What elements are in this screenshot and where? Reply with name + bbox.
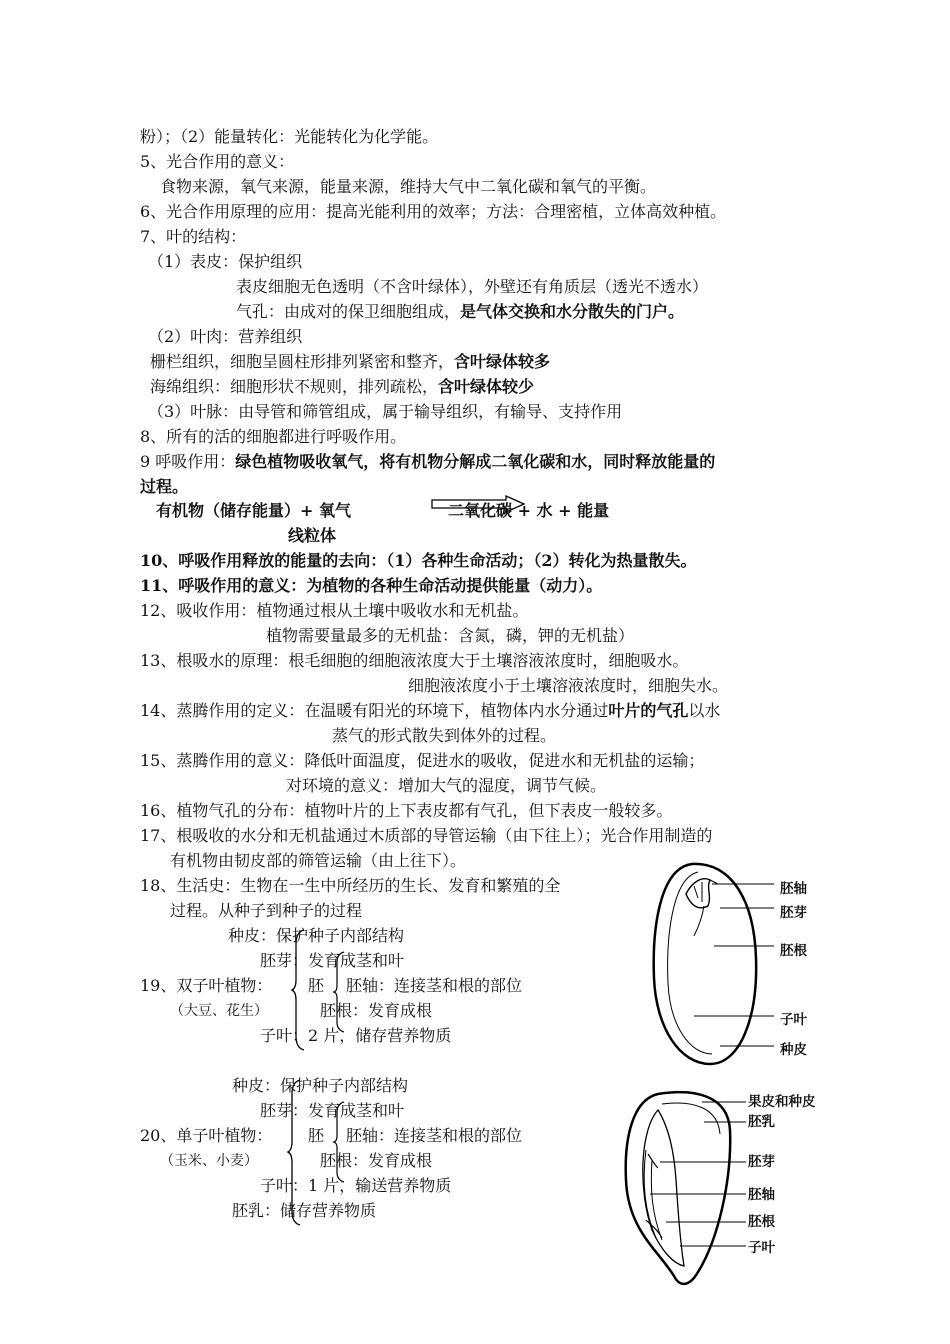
text-line: 食物来源，氧气来源，能量来源，维持大气中二氧化碳和氧气的平衡。 <box>160 177 657 196</box>
bean-label: 胚根 <box>780 943 807 959</box>
text-line: 植物需要量最多的无机盐：含氮，磷，钾的无机盐） <box>266 626 635 645</box>
monocot-brace-outer <box>288 1080 302 1225</box>
heading-15: 15、蒸腾作用的意义：降低叶面温度，促进水的吸收，促进水和无机盐的运输； <box>140 751 705 770</box>
equation-right: 二氧化碳 + 水 + 能量 <box>448 501 610 520</box>
text-line: 气孔：由成对的保卫细胞组成，是气体交换和水分散失的门户。 <box>236 302 685 321</box>
corn-label: 胚乳 <box>748 1114 775 1130</box>
equation-condition: 线粒体 <box>288 526 337 545</box>
text-line: 表皮细胞无色透明（不含叶绿体），外壁还有角质层（透光不透水） <box>236 277 709 296</box>
monocot-examples: （玉米、小麦） <box>160 1153 258 1169</box>
heading-16: 16、植物气孔的分布：植物叶片的上下表皮都有气孔，但下表皮一般较多。 <box>140 801 673 820</box>
dicot-radicle: 胚根：发育成根 <box>320 1001 433 1020</box>
text-line: （3）叶脉：由导管和筛管组成，属于输导组织，有输导、支持作用 <box>148 402 623 421</box>
monocot-cotyledon: 子叶：1 片，输送营养物质 <box>260 1176 452 1195</box>
text-line: （2）叶肉：营养组织 <box>148 327 303 346</box>
monocot-brace-inner <box>334 1102 346 1182</box>
monocot-title: 20、单子叶植物： <box>140 1126 273 1145</box>
text-line: 对环境的意义：增加大气的湿度，调节气候。 <box>286 776 607 795</box>
text-line: 海绵组织：细胞形状不规则，排列疏松，含叶绿体较少 <box>150 377 535 396</box>
dicot-seed-coat: 种皮：保护种子内部结构 <box>228 926 405 945</box>
heading-14: 14、蒸腾作用的定义：在温暖有阳光的环境下，植物体内水分通过叶片的气孔以水 <box>140 701 721 720</box>
dicot-hypocotyl: 胚轴：连接茎和根的部位 <box>346 976 523 995</box>
corn-label: 果皮和种皮 <box>748 1094 816 1110</box>
bean-leader-lines <box>690 878 780 1058</box>
dicot-brace-inner <box>334 952 346 1032</box>
dicot-cotyledon: 子叶：2 片，储存营养物质 <box>260 1026 452 1045</box>
heading-10: 10、呼吸作用释放的能量的去向：（1）各种生命活动；（2）转化为热量散失。 <box>140 551 697 570</box>
text-line: 蒸气的形式散失到体外的过程。 <box>332 726 557 745</box>
corn-label: 胚根 <box>748 1214 775 1230</box>
dicot-brace-outer <box>292 930 306 1050</box>
heading-7: 7、叶的结构： <box>140 227 247 246</box>
dicot-plumule: 胚芽：发育成茎和叶 <box>260 951 405 970</box>
equation-left: 有机物（储存能量）+ 氧气 <box>156 501 351 520</box>
text-line: 栅栏组织，细胞呈圆柱形排列紧密和整齐，含叶绿体较多 <box>150 352 551 371</box>
text-line: 粉）；（2）能量转化：光能转化为化学能。 <box>140 127 439 146</box>
dicot-embryo: 胚 <box>308 976 325 995</box>
text-line: （1）表皮：保护组织 <box>148 252 303 271</box>
monocot-plumule: 胚芽：发育成茎和叶 <box>260 1101 405 1120</box>
heading-11: 11、呼吸作用的意义：为植物的各种生命活动提供能量（动力）。 <box>140 576 603 595</box>
text-line: 细胞液浓度小于土壤溶液浓度时，细胞失水。 <box>408 676 729 695</box>
bean-label: 子叶 <box>780 1012 807 1028</box>
dicot-title: 19、双子叶植物： <box>140 976 273 995</box>
heading-5: 5、光合作用的意义： <box>140 152 295 171</box>
heading-18: 18、生活史：生物在一生中所经历的生长、发育和繁殖的全 <box>140 876 561 895</box>
heading-6: 6、光合作用原理的应用：提高光能利用的效率；方法：合理密植，立体高效种植。 <box>140 202 727 221</box>
text-line: 过程。从种子到种子的过程 <box>170 901 363 920</box>
monocot-radicle: 胚根：发育成根 <box>320 1151 433 1170</box>
heading-9: 9 呼吸作用：绿色植物吸收氧气，将有机物分解成二氧化碳和水，同时释放能量的 <box>140 452 716 471</box>
heading-8: 8、所有的活的细胞都进行呼吸作用。 <box>140 427 407 446</box>
corn-label: 子叶 <box>748 1240 775 1256</box>
monocot-embryo: 胚 <box>308 1126 325 1145</box>
heading-12: 12、吸收作用：植物通过根从土壤中吸收水和无机盐。 <box>140 601 529 620</box>
text-line: 有机物由韧皮部的筛管运输（由上往下）。 <box>170 851 467 870</box>
heading-13: 13、根吸水的原理：根毛细胞的细胞液浓度大于土壤溶液浓度时，细胞吸水。 <box>140 651 689 670</box>
monocot-seed-coat: 种皮：保护种子内部结构 <box>232 1076 409 1095</box>
corn-label: 胚轴 <box>748 1187 775 1203</box>
monocot-endosperm: 胚乳：储存营养物质 <box>232 1201 377 1220</box>
text-line: 过程。 <box>140 477 189 496</box>
bean-label: 胚轴 <box>780 881 807 897</box>
dicot-examples: （大豆、花生） <box>170 1003 268 1019</box>
corn-leader-lines <box>650 1094 750 1254</box>
monocot-hypocotyl: 胚轴：连接茎和根的部位 <box>346 1126 523 1145</box>
bean-label: 种皮 <box>780 1042 807 1058</box>
heading-17: 17、根吸收的水分和无机盐通过木质部的导管运输（由下往上）；光合作用制造的 <box>140 826 713 845</box>
corn-label: 胚芽 <box>748 1154 775 1170</box>
bean-label: 胚芽 <box>780 905 807 921</box>
